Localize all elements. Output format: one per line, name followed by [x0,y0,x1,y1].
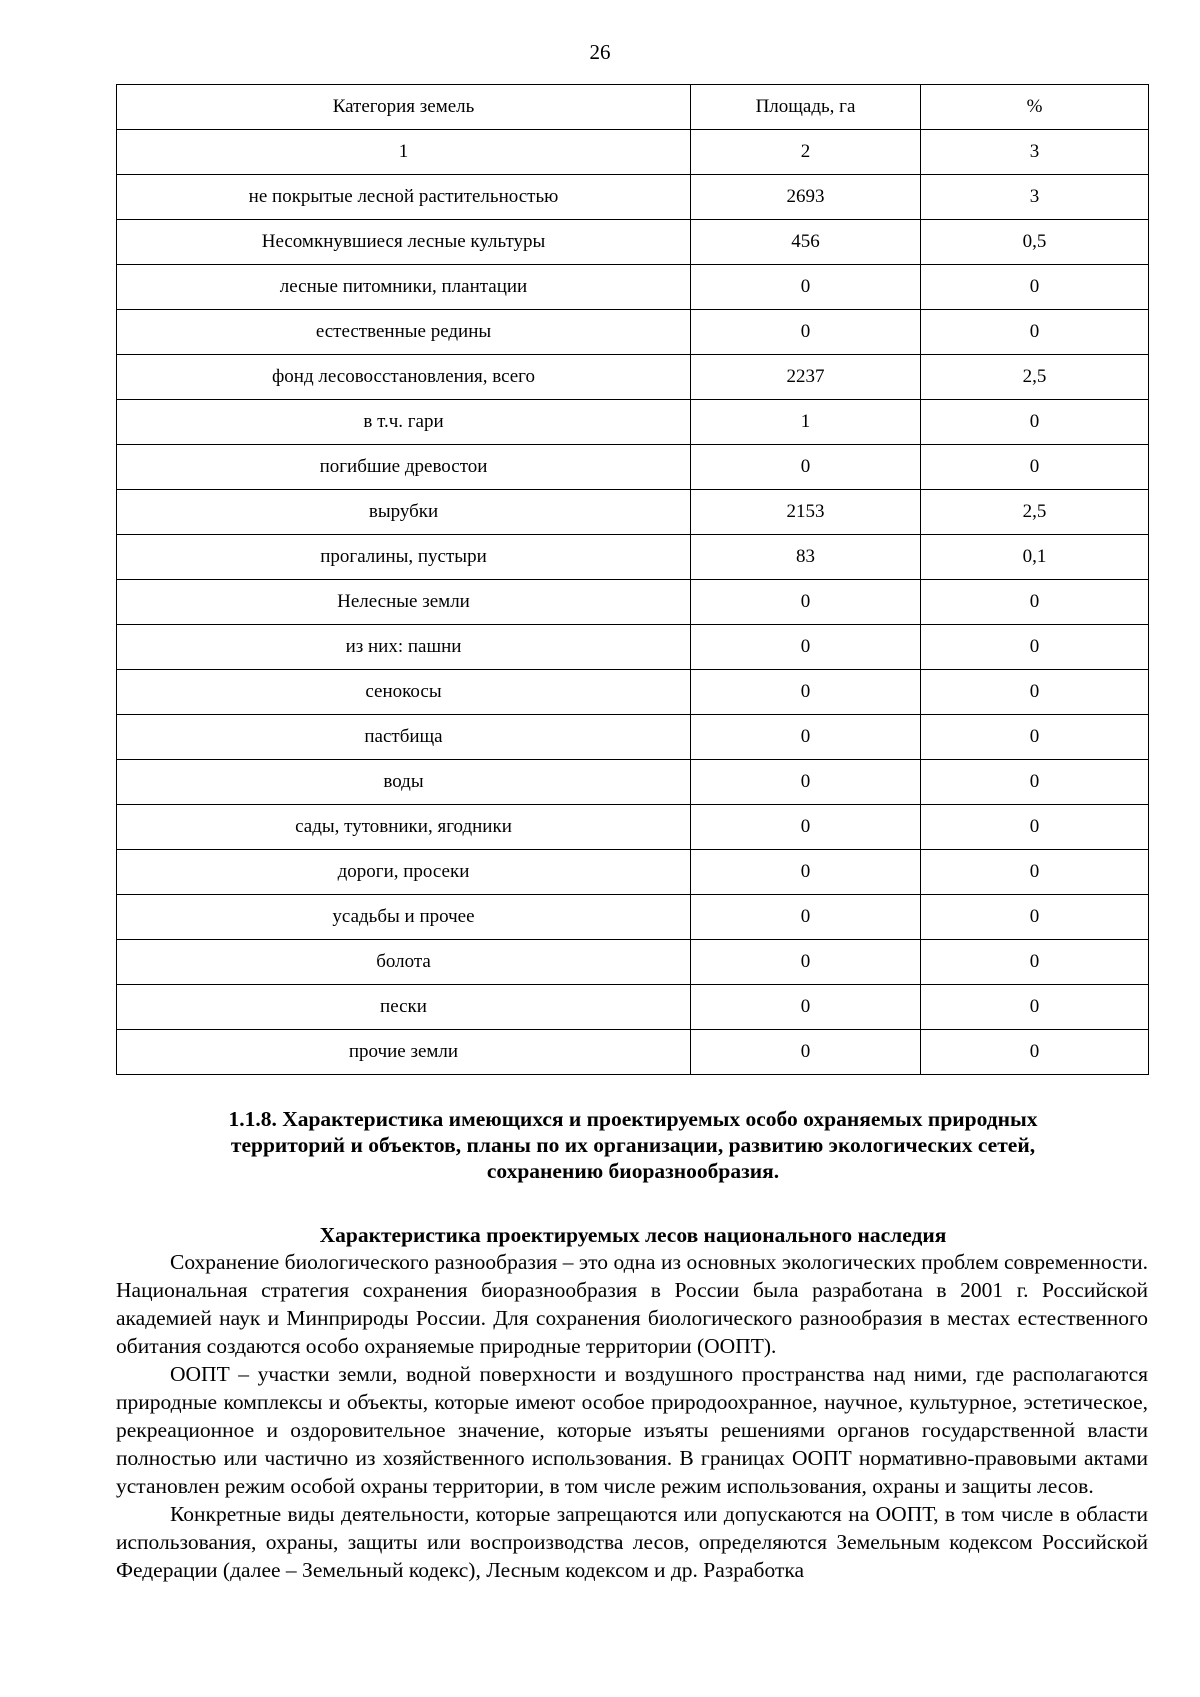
cell-category: сады, тутовники, ягодники [117,805,691,850]
cell-category: погибшие древостои [117,445,691,490]
paragraph: Конкретные виды деятельности, которые запрещаются или допускаются на ООПТ, в том числе в области использования, охраны, защиты или воспроизводства лесов, определяются Земельным кодексом Российской Федерации (далее – Земельный кодекс), Лесным кодексом и др. Разработка [116,1502,1148,1582]
table-row [117,400,1149,445]
cell-area: 0 [691,850,921,895]
cell-category: пески [117,985,691,1030]
cell-category: не покрытые лесной растительностью [117,175,691,220]
cell-category: 1 [117,130,691,175]
cell-category: усадьбы и прочее [117,895,691,940]
cell-category: Нелесные земли [117,580,691,625]
table-row [117,445,1149,490]
cell-area: 0 [691,310,921,355]
cell-category: пастбища [117,715,691,760]
table-row [117,175,1149,220]
table-row [117,850,1149,895]
table-row [117,355,1149,400]
cell-category: Несомкнувшиеся лесные культуры [117,220,691,265]
cell-category: дороги, просеки [117,850,691,895]
section-heading-line: 1.1.8. Характеристика имеющихся и проектируемых особо охраняемых природных [228,1107,1038,1131]
cell-area: 2693 [691,175,921,220]
cell-area: 456 [691,220,921,265]
cell-percent: 0 [921,1030,1149,1075]
cell-category: фонд лесовосстановления, всего [117,355,691,400]
cell-area: 0 [691,940,921,985]
cell-percent: 3 [921,175,1149,220]
paragraph: ООПТ – участки земли, водной поверхности и воздушного пространства над ними, где располагаются природные комплексы и объекты, которые имеют особое природоохранное, научное, культурное, эстетическое, рекреационное и оздоровительное значение, которые изъяты решениями органов государственной власти полностью или частично из хозяйственного использования. В границах ООПТ нормативно-правовыми актами установлен режим особой охраны территории, в том числе режим использования, охраны и защиты лесов. [116,1362,1148,1498]
table-row [117,985,1149,1030]
cell-area: 0 [691,985,921,1030]
cell-area: 2237 [691,355,921,400]
cell-category: лесные питомники, плантации [117,265,691,310]
cell-category: болота [117,940,691,985]
cell-percent: 0 [921,805,1149,850]
cell-percent: 0 [921,715,1149,760]
table-row [117,895,1149,940]
table-row [117,940,1149,985]
header-category: Категория земель [117,85,691,130]
cell-percent: 0 [921,445,1149,490]
table-row [117,805,1149,850]
cell-percent: 0 [921,985,1149,1030]
cell-category: воды [117,760,691,805]
table-row [117,760,1149,805]
cell-percent: 0 [921,670,1149,715]
cell-percent: 0 [921,265,1149,310]
table-row [117,130,1149,175]
section-heading-line: сохранению биоразнообразия. [486,1159,780,1183]
cell-area: 0 [691,715,921,760]
cell-area: 0 [691,580,921,625]
cell-percent: 0 [921,850,1149,895]
cell-area: 2153 [691,490,921,535]
cell-area: 0 [691,895,921,940]
section-body [116,1248,1148,1584]
cell-area: 2 [691,130,921,175]
cell-percent: 0 [921,400,1149,445]
cell-area: 0 [691,1030,921,1075]
cell-percent: 0 [921,625,1149,670]
cell-percent: 0,1 [921,535,1149,580]
table-row [117,490,1149,535]
cell-area: 0 [691,265,921,310]
cell-percent: 0 [921,580,1149,625]
cell-category: сенокосы [117,670,691,715]
table-row [117,1030,1149,1075]
cell-area: 0 [691,445,921,490]
section-heading [120,1106,1146,1184]
cell-category: прочие земли [117,1030,691,1075]
cell-percent: 3 [921,130,1149,175]
table-row [117,670,1149,715]
section-heading-line: территорий и объектов, планы по их организации, развитию экологических сетей, [230,1133,1036,1157]
table-row [117,310,1149,355]
cell-percent: 0,5 [921,220,1149,265]
cell-category: прогалины, пустыри [117,535,691,580]
cell-percent: 0 [921,760,1149,805]
table-row [117,220,1149,265]
cell-area: 1 [691,400,921,445]
cell-percent: 0 [921,310,1149,355]
table-row [117,265,1149,310]
cell-category: естественные редины [117,310,691,355]
cell-category: из них: пашни [117,625,691,670]
cell-area: 0 [691,670,921,715]
cell-percent: 2,5 [921,490,1149,535]
cell-category: вырубки [117,490,691,535]
table-row [117,580,1149,625]
header-percent: % [921,85,1149,130]
cell-area: 0 [691,760,921,805]
land-category-table [116,84,1149,1075]
cell-area: 83 [691,535,921,580]
cell-percent: 0 [921,895,1149,940]
cell-category: в т.ч. гари [117,400,691,445]
cell-percent: 2,5 [921,355,1149,400]
table-row [117,625,1149,670]
table-row [117,535,1149,580]
cell-area: 0 [691,805,921,850]
subsection-heading: Характеристика проектируемых лесов национального наследия [319,1223,947,1247]
cell-area: 0 [691,625,921,670]
page-number: 26 [589,40,611,64]
table-row [117,715,1149,760]
cell-percent: 0 [921,940,1149,985]
paragraph: Сохранение биологического разнообразия – это одна из основных экологических проблем современности. Национальная стратегия сохранения биоразнообразия в России была разработана в 2001 г. Российской академией наук и Минприроды России. Для сохранения биологического разнообразия в местах естественного обитания создаются особо охраняемые природные территории (ООПТ). [116,1250,1148,1358]
table-header-row [117,85,1149,130]
header-area: Площадь, га [691,85,921,130]
